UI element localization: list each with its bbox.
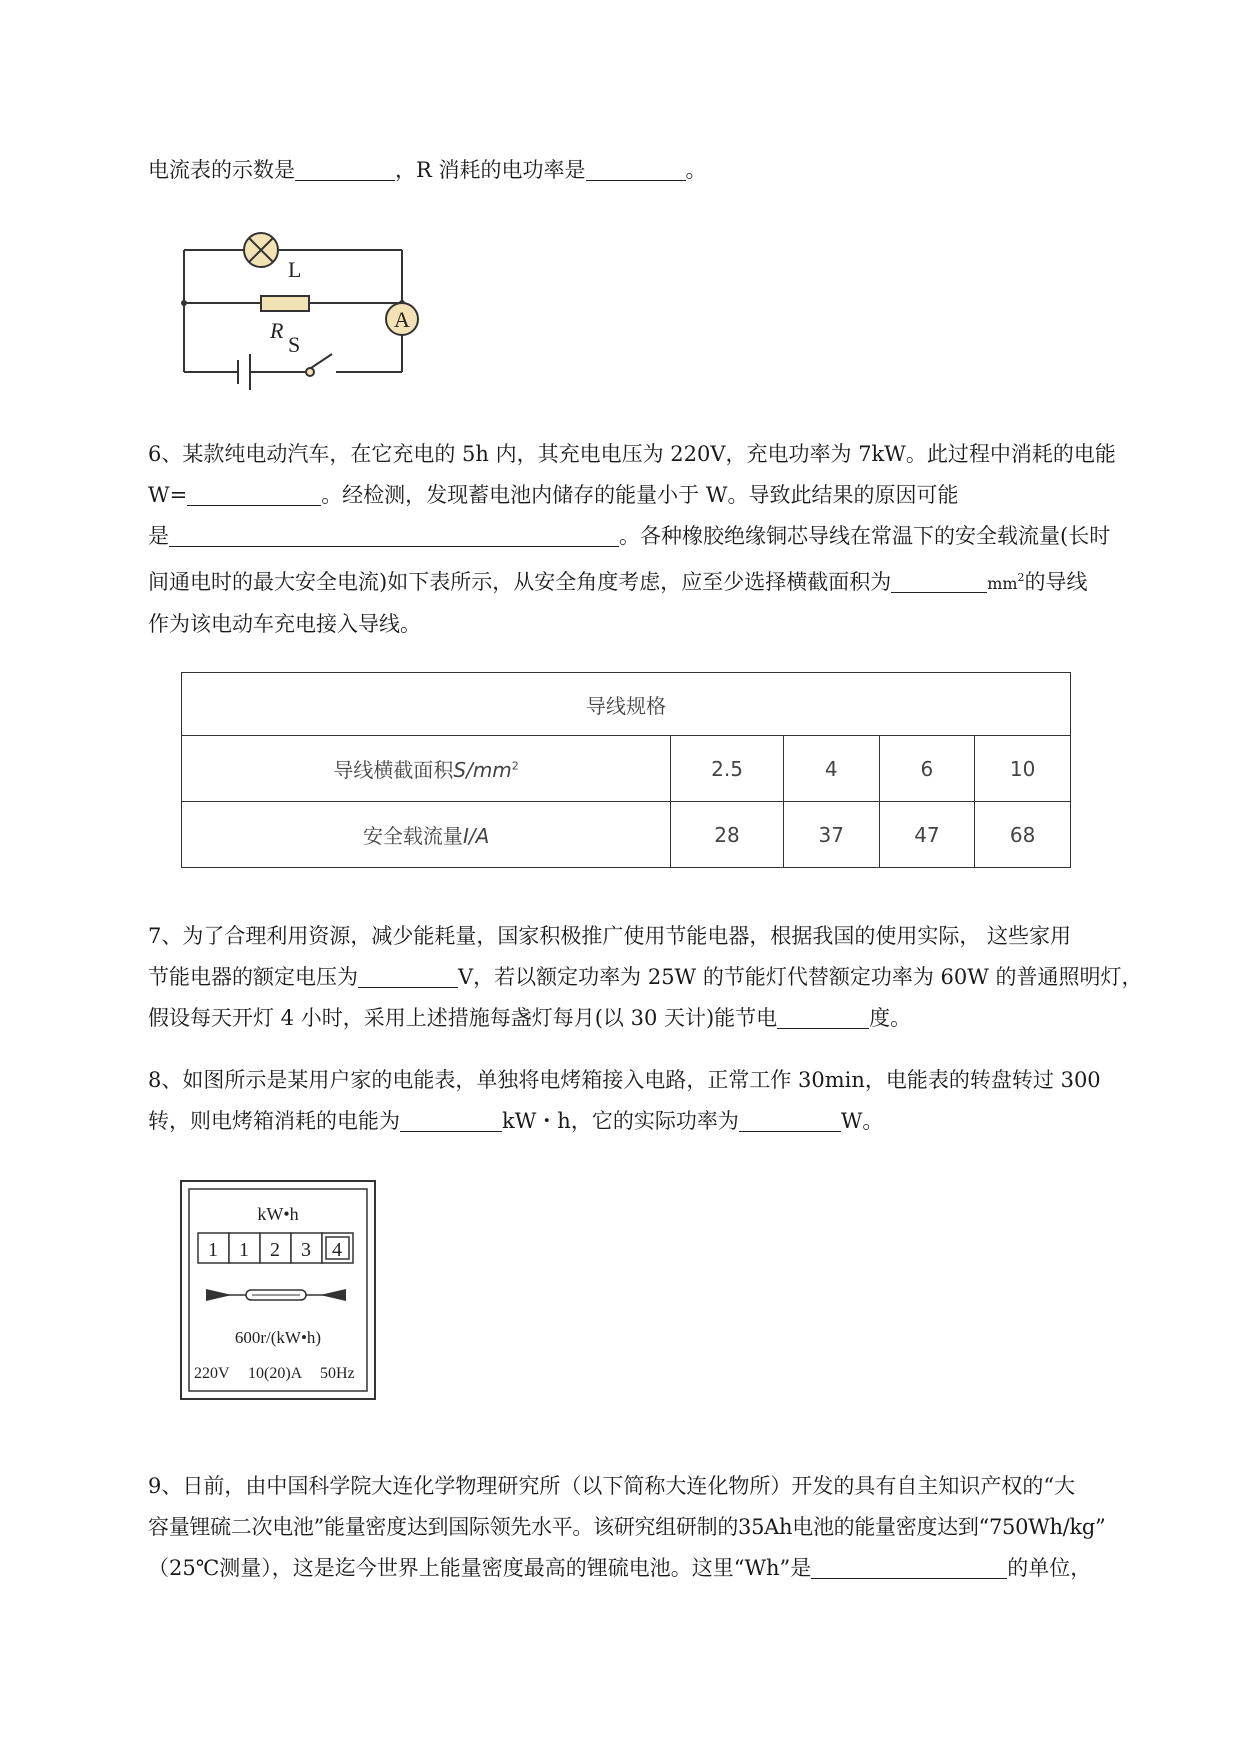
cell-current-4: 68: [975, 802, 1071, 868]
battery-symbol: [238, 354, 250, 390]
cell-area-1: 2.5: [671, 736, 784, 802]
table-row: [182, 802, 1071, 868]
meter-digit: 2: [270, 1239, 280, 1261]
q5-text: 电流表的示数是 ，R 消耗的电功率是 。: [148, 158, 707, 182]
meter-digit: 1: [239, 1239, 249, 1261]
cell-current-3: 47: [879, 802, 975, 868]
circuit-diagram: [178, 222, 438, 407]
meter-frequency: 50Hz: [320, 1365, 355, 1382]
meter-digit: 3: [301, 1239, 311, 1261]
q8-blank-energy[interactable]: [400, 1107, 502, 1132]
q8-text: 8、如图所示是某用户家的电能表，单独将电烤箱接入电路，正常工作 30min，电能表的转盘转过 300 转，则电烤箱消耗的电能为 kW・h，它的实际功率为 W。: [148, 1068, 1101, 1133]
q7-blank-voltage[interactable]: [358, 963, 458, 988]
switch-symbol: [306, 368, 314, 376]
cell-area-2: 4: [783, 736, 879, 802]
table-title: 导线规格: [182, 673, 1071, 736]
q5-blank-power[interactable]: [586, 156, 686, 181]
lamp-symbol: [244, 233, 278, 267]
meter-current: 10(20)A: [248, 1365, 303, 1382]
q9-blank-unit[interactable]: [811, 1554, 1007, 1579]
lamp-label: L: [288, 257, 302, 282]
cell-current-1: 28: [671, 802, 784, 868]
q5-blank-current[interactable]: [295, 156, 395, 181]
cell-area-4: 10: [975, 736, 1071, 802]
resistor-label: R: [270, 318, 284, 343]
meter-constant: 600r/(kW•h): [234, 1328, 322, 1347]
row-label-current: 安全载流量I/A: [182, 802, 671, 868]
q9-text: 9、日前，由中国科学院大连化学物理研究所（以下简称大连化物所）开发的具有自主知识产权的“大 容量锂硫二次电池”能量密度达到国际领先水平。该研究组研制的35Ah电池的能量密度达到“750Wh/kg” （25℃测量），这是迄今世界上能量密度最高的锂硫电池。这里“Wh”是 的单位，: [148, 1474, 1106, 1580]
cell-area-3: 6: [879, 736, 975, 802]
q6-text: 6、某款纯电动汽车，在它充电的 5h 内，其充电电压为 220V，充电功率为 7kW。此过程中消耗的电能 W= 。经检测，发现蓄电池内储存的能量小于 W。导致此结果的原因可能 是 。各种橡胶绝缘铜芯导线在常温下的安全载流量(长时 间通电时的最大安全电流)如下表所示，从安全角度考虑，应至少选择横截面积为 $mm^2$的导线 作为该电动车充电接入导线。: [148, 442, 1116, 636]
q7-text: 7、为了合理利用资源，减少能耗量，国家积极推广使用节能电器，根据我国的使用实际， 这些家用 节能电器的额定电压为 V，若以额定功率为 25W 的节能灯代替额定功率为 60W 的普通照明灯， 假设每天开灯 4 小时，采用上述措施每盏灯每月(以 30 天计)能节电 度。: [148, 924, 1143, 1030]
meter-unit: kW•h: [257, 1204, 299, 1224]
q7-blank-energy-saved[interactable]: [777, 1004, 869, 1029]
junction-node-left: [181, 300, 187, 306]
row-label-area: 导线横截面积$S/mm^2$: [182, 736, 671, 802]
q6-blank-area[interactable]: [891, 568, 987, 593]
wire-spec-table: [181, 672, 1071, 868]
switch-label: S: [288, 332, 301, 357]
cell-current-2: 37: [783, 802, 879, 868]
meter-voltage: 220V: [194, 1365, 230, 1382]
ammeter-label: A: [394, 307, 410, 332]
table-row: [182, 736, 1071, 802]
resistor-symbol: [261, 296, 309, 311]
q6-blank-energy[interactable]: [187, 481, 321, 506]
meter-digit: 1: [208, 1239, 218, 1261]
meter-digit: 4: [332, 1239, 342, 1261]
q6-blank-reason[interactable]: [169, 522, 619, 547]
q8-blank-power[interactable]: [739, 1107, 841, 1132]
energy-meter: [180, 1180, 376, 1400]
